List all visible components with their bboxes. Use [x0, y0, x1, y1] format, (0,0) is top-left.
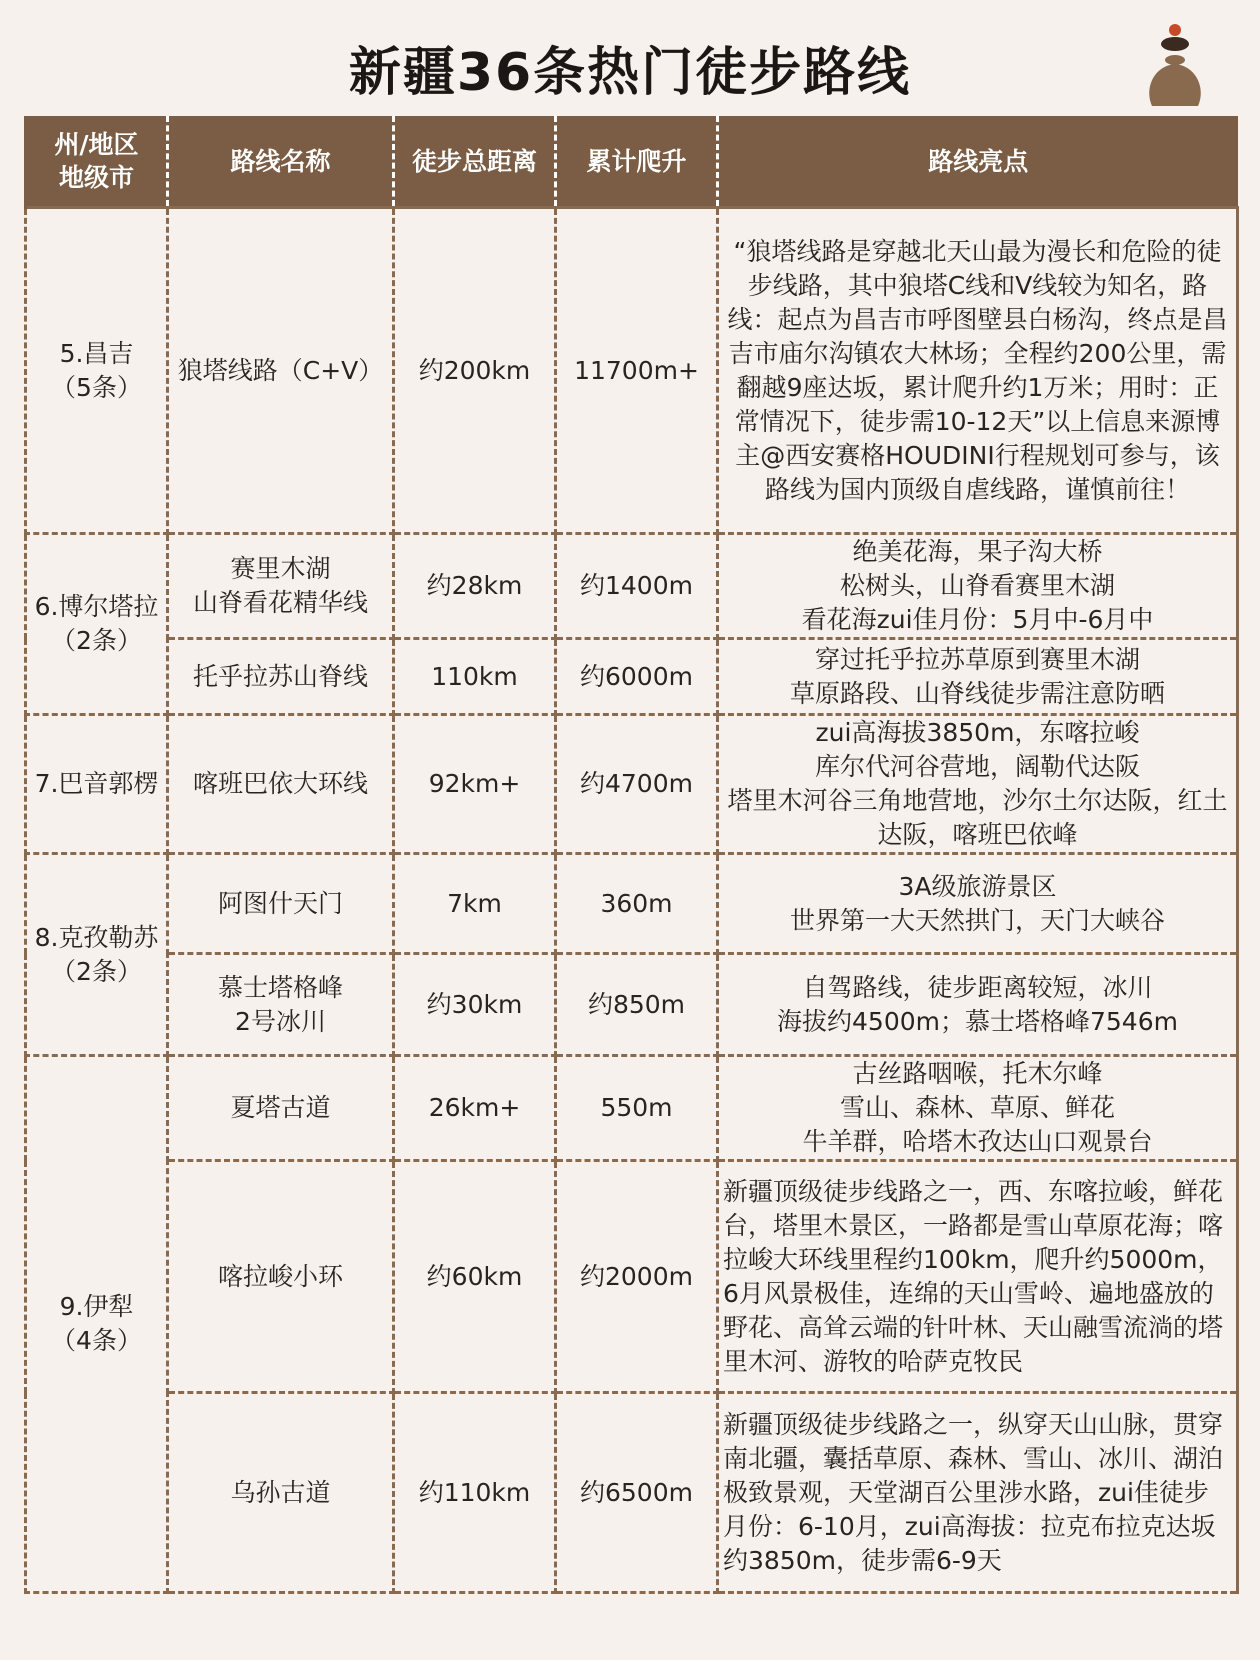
header-route-name: 路线名称: [168, 116, 394, 208]
region-cell: 9.伊犁 （4条）: [26, 1056, 168, 1593]
distance-cell: 26km+: [394, 1056, 556, 1161]
climb-cell: 11700m+: [556, 208, 718, 534]
highlights-cell: 绝美花海，果子沟大桥 松树头，山脊看赛里木湖 看花海zui佳月份：5月中-6月中: [718, 534, 1238, 639]
distance-cell: 110km: [394, 639, 556, 715]
climb-cell: 约6000m: [556, 639, 718, 715]
distance-cell: 7km: [394, 854, 556, 954]
climb-cell: 360m: [556, 854, 718, 954]
header-distance: 徒步总距离: [394, 116, 556, 208]
highlights-cell: 穿过托乎拉苏草原到赛里木湖 草原路段、山脊线徒步需注意防晒: [718, 639, 1238, 715]
table-row: [26, 1393, 1238, 1593]
climb-cell: 约850m: [556, 954, 718, 1056]
region-cell: 8.克孜勒苏 （2条）: [26, 854, 168, 1056]
header-climb: 累计爬升: [556, 116, 718, 208]
highlights-cell: 自驾路线，徒步距离较短，冰川 海拔约4500m；慕士塔格峰7546m: [718, 954, 1238, 1056]
route-name-cell: 狼塔线路（C+V）: [168, 208, 394, 534]
route-name-cell: 阿图什天门: [168, 854, 394, 954]
table-row: [26, 715, 1238, 854]
route-name-cell: 喀拉峻小环: [168, 1161, 394, 1393]
table-row: [26, 1056, 1238, 1161]
route-name-cell: 慕士塔格峰 2号冰川: [168, 954, 394, 1056]
highlights-cell: “狼塔线路是穿越北天山最为漫长和危险的徒步线路，其中狼塔C线和V线较为知名，路线：起点为昌吉市呼图壁县白杨沟，终点是昌吉市庙尔沟镇农大林场；全程约200公里，需翻越9座达坂，累计爬升约1万米；用时：正常情况下，徒步需10-12天”以上信息来源博主@西安赛格HOUDINI行程规划可参与，该路线为国内顶级自虐线路，谨慎前往！: [718, 208, 1238, 534]
highlights-cell: 3A级旅游景区 世界第一大天然拱门，天门大峡谷: [718, 854, 1238, 954]
distance-cell: 约110km: [394, 1393, 556, 1593]
region-cell: 7.巴音郭楞: [26, 715, 168, 854]
route-name-cell: 乌孙古道: [168, 1393, 394, 1593]
table-row: [26, 639, 1238, 715]
header-highlights: 路线亮点: [718, 116, 1238, 208]
table-row: [26, 208, 1238, 534]
route-name-cell: 喀班巴依大环线: [168, 715, 394, 854]
distance-cell: 约30km: [394, 954, 556, 1056]
highlights-cell: 新疆顶级徒步线路之一，西、东喀拉峻，鲜花台，塔里木景区，一路都是雪山草原花海；喀拉峻大环线里程约100km，爬升约5000m，6月风景极佳，连绵的天山雪岭、遍地盛放的野花、高耸云端的针叶林、天山融雪流淌的塔里木河、游牧的哈萨克牧民: [718, 1161, 1238, 1393]
route-name-cell: 赛里木湖 山脊看花精华线: [168, 534, 394, 639]
table-row: [26, 954, 1238, 1056]
stone-cairn-icon: [1140, 18, 1210, 113]
page-title: 新疆36条热门徒步路线: [348, 43, 912, 103]
climb-cell: 约6500m: [556, 1393, 718, 1593]
table-row: [26, 854, 1238, 954]
region-cell: 5.昌吉 （5条）: [26, 208, 168, 534]
distance-cell: 约28km: [394, 534, 556, 639]
distance-cell: 约60km: [394, 1161, 556, 1393]
highlights-cell: 古丝路咽喉，托木尔峰 雪山、森林、草原、鲜花 牛羊群，哈塔木孜达山口观景台: [718, 1056, 1238, 1161]
highlights-cell: 新疆顶级徒步线路之一，纵穿天山山脉，贯穿南北疆，囊括草原、森林、雪山、冰川、湖泊极致景观，天堂湖百公里涉水路，zui佳徒步月份：6-10月，zui高海拔：拉克布拉克达坂约3850m，徒步需6-9天: [718, 1393, 1238, 1593]
table-row: [26, 1161, 1238, 1393]
climb-cell: 约1400m: [556, 534, 718, 639]
distance-cell: 92km+: [394, 715, 556, 854]
climb-cell: 约2000m: [556, 1161, 718, 1393]
route-name-cell: 托乎拉苏山脊线: [168, 639, 394, 715]
table-row: [26, 534, 1238, 639]
routes-table: [24, 116, 1239, 1594]
region-cell: 6.博尔塔拉 （2条）: [26, 534, 168, 715]
table-header-row: [26, 116, 1238, 208]
highlights-cell: zui高海拔3850m，东喀拉峻 库尔代河谷营地，阔勒代达阪 塔里木河谷三角地营地，沙尔土尔达阪，红土达阪，喀班巴依峰: [718, 715, 1238, 854]
distance-cell: 约200km: [394, 208, 556, 534]
climb-cell: 约4700m: [556, 715, 718, 854]
climb-cell: 550m: [556, 1056, 718, 1161]
route-name-cell: 夏塔古道: [168, 1056, 394, 1161]
header-region: 州/地区 地级市: [26, 116, 168, 208]
